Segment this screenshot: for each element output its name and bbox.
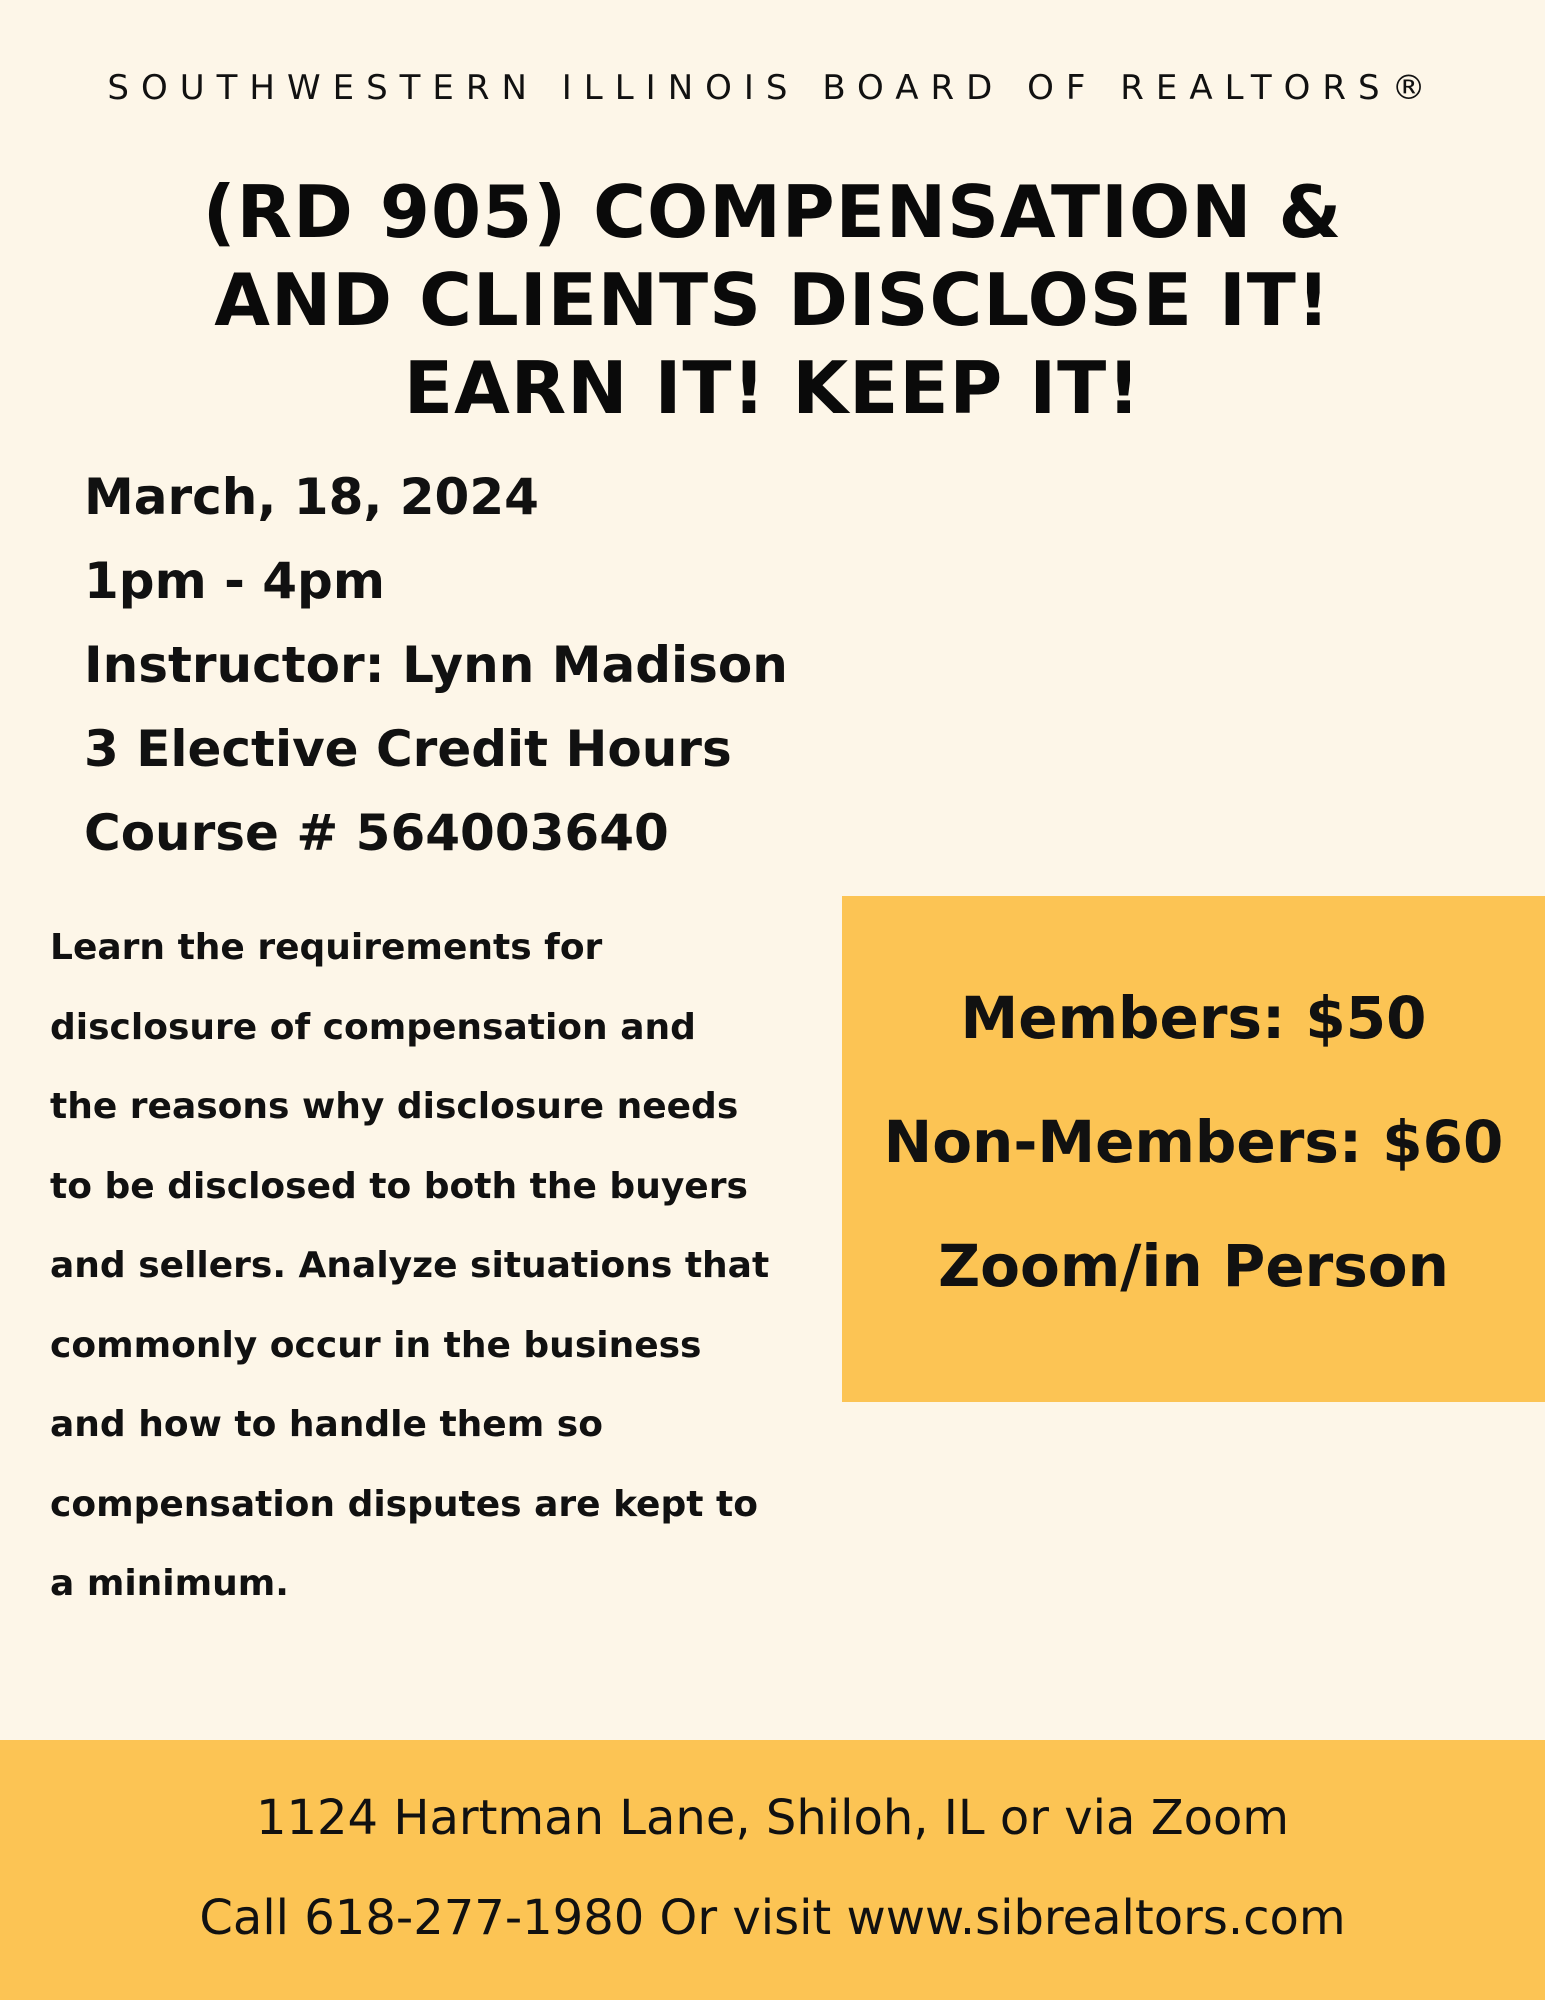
course-date: March, 18, 2024 bbox=[84, 468, 539, 526]
non-member-price: Non-Members: $60 bbox=[883, 1108, 1504, 1176]
course-title-line-3: EARN IT! KEEP IT! bbox=[403, 346, 1142, 430]
course-number: Course # 564003640 bbox=[84, 804, 669, 862]
course-format: Zoom/in Person bbox=[938, 1232, 1449, 1300]
member-price: Members: $50 bbox=[960, 984, 1427, 1052]
description-line: and how to handle them so bbox=[50, 1404, 603, 1445]
description-line: a minimum. bbox=[50, 1563, 289, 1604]
organization-name: SOUTHWESTERN ILLINOIS BOARD OF REALTORS® bbox=[107, 68, 1438, 108]
description-line: commonly occur in the business bbox=[50, 1324, 702, 1366]
course-details bbox=[84, 455, 788, 875]
pricing-box bbox=[842, 896, 1545, 1402]
course-time: 1pm - 4pm bbox=[84, 552, 385, 610]
description-line: the reasons why disclosure needs bbox=[50, 1086, 739, 1127]
course-credits: 3 Elective Credit Hours bbox=[84, 720, 732, 778]
course-description bbox=[50, 908, 810, 1624]
description-line: and sellers. Analyze situations that bbox=[50, 1245, 770, 1286]
description-line: compensation disputes are kept to bbox=[50, 1483, 758, 1525]
course-title bbox=[0, 168, 1545, 432]
description-line: disclosure of compensation and bbox=[50, 1006, 696, 1048]
footer-contact: Call 618-277-1980 Or visit www.sibrealtors.com bbox=[199, 1890, 1346, 1946]
footer-address: 1124 Hartman Lane, Shiloh, IL or via Zoom bbox=[255, 1790, 1290, 1846]
course-instructor: Instructor: Lynn Madison bbox=[84, 636, 788, 694]
description-line: to be disclosed to both the buyers bbox=[50, 1165, 748, 1207]
course-title-line-1: (RD 905) COMPENSATION & bbox=[202, 170, 1343, 254]
description-line: Learn the requirements for bbox=[50, 927, 603, 968]
course-title-line-2: AND CLIENTS DISCLOSE IT! bbox=[214, 258, 1331, 342]
footer-banner bbox=[0, 1740, 1545, 2000]
